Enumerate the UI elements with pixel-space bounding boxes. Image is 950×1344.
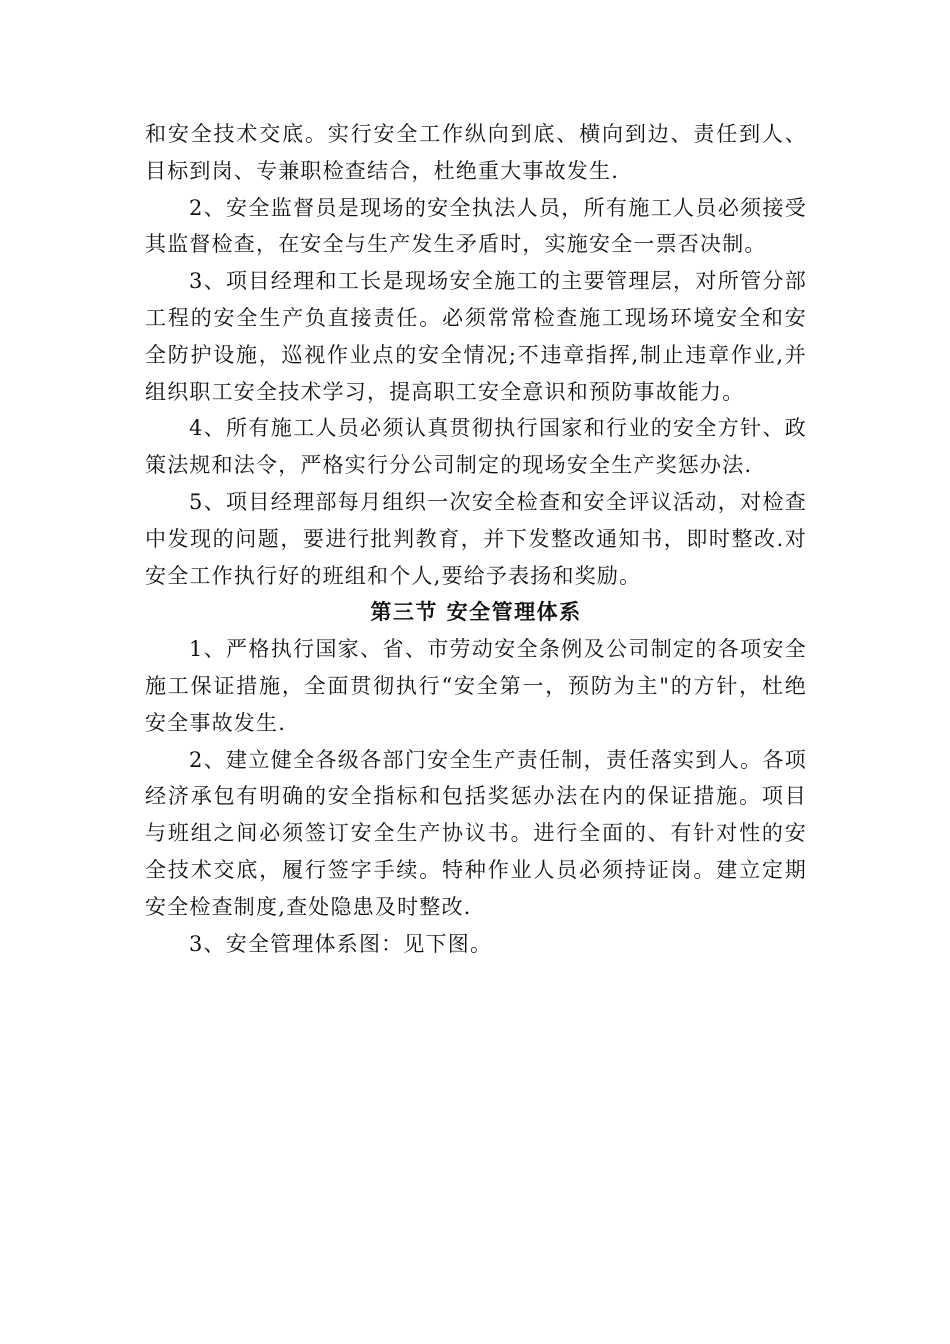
paragraph-item-4: 4、所有施工人员必须认真贯彻执行国家和行业的安全方针、政策法规和法令，严格实行分公司制定的现场安全生产奖惩办法.: [145, 416, 807, 478]
document-page: [145, 116, 807, 962]
paragraph-continuation: 和安全技术交底。实行安全工作纵向到底、横向到边、责任到人、目标到岗、专兼职检查结合，杜绝重大事故发生.: [145, 122, 807, 183]
section-paragraph-1: 1、严格执行国家、省、市劳动安全条例及公司制定的各项安全施工保证措施，全面贯彻执行“安全第一，预防为主"的方针，杜绝安全事故发生.: [145, 637, 807, 735]
section-heading: 第三节 安全管理体系: [370, 599, 582, 625]
section-paragraph-2: 2、建立健全各级各部门安全生产责任制，责任落实到人。各项经济承包有明确的安全指标和包括奖惩办法在内的保证措施。项目与班组之间必须签订安全生产协议书。进行全面的、有针对性的安全技术交底，履行签字手续。特种作业人员必须持证岗。建立定期安全检查制度,查处隐患及时整改.: [145, 747, 807, 919]
paragraph-item-3: 3、项目经理和工长是现场安全施工的主要管理层，对所管分部工程的安全生产负直接责任。必须常常检查施工现场环境安全和安全防护设施，巡视作业点的安全情况;不违章指挥,制止违章作业,并组织职工安全技术学习，提高职工安全意识和预防事故能力。: [145, 269, 807, 404]
paragraph-item-2: 2、安全监督员是现场的安全执法人员，所有施工人员必须接受其监督检查，在安全与生产发生矛盾时，实施安全一票否决制。: [145, 195, 807, 257]
section-paragraph-3: 3、安全管理体系图：见下图。: [189, 931, 493, 956]
paragraph-item-5: 5、项目经理部每月组织一次安全检查和安全评议活动，对检查中发现的问题，要进行批判教育，并下发整改通知书，即时整改.对安全工作执行好的班组和个人,要给予表扬和奖励。: [145, 489, 807, 588]
